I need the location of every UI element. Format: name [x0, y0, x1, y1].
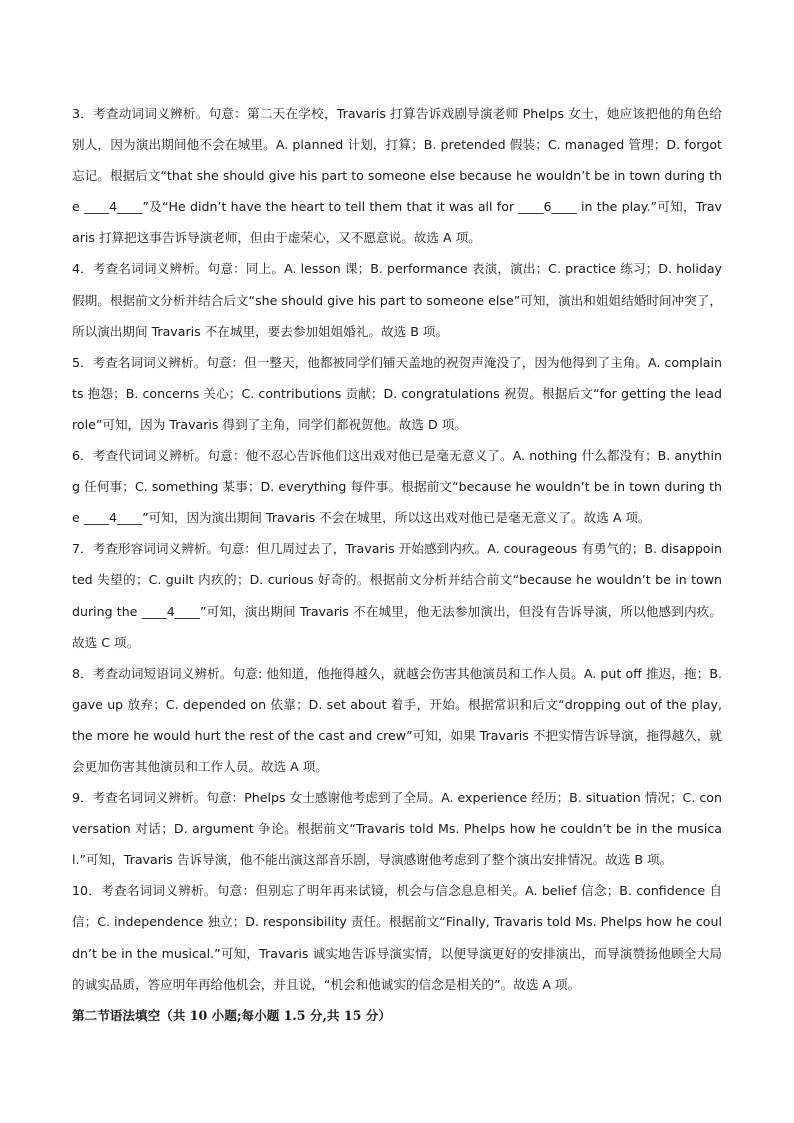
document-page: [72, 98, 722, 1030]
explanation-paragraph-8: 8．考查动词短语词义辨析。句意: 他知道，他拖得越久，就越会伤害其他演员和工作人员。A. put off 推迟，拖；B. gave up 放弃；C. depended on 依靠；D. set about 着手，开始。根据常识和后文“dropping out of the play, the more he would hurt the rest of the cast and crew”可知，如果 Travaris 不把实情告诉导演，拖得越久，就会更加伤害其他演员和工作人员。故选 A 项。: [72, 665, 722, 774]
explanation-paragraph-5: 5．考查名词词义辨析。句意：但一整天，他都被同学们铺天盖地的祝贺声淹没了，因为他得到了主角。A. complaints 抱怨；B. concerns 关心；C. contributions 贡献；D. congratulations 祝贺。根据后文“for getting the lead role”可知，因为 Travaris 得到了主角，同学们都祝贺他。故选 D 项。: [72, 354, 722, 432]
explanation-paragraph-4: 4．考查名词词义辨析。句意：同上。A. lesson 课；B. performance 表演，演出；C. practice 练习；D. holiday 假期。根据前文分析并结合后文“she should give his part to someone else”可知，演出和姐姐结婚时间冲突了，所以演出期间 Travaris 不在城里，要去参加姐姐婚礼。故选 B 项。: [72, 261, 722, 339]
explanation-paragraph-9: 9．考查名词词义辨析。句意：Phelps 女士感谢他考虑到了全局。A. experience 经历；B. situation 情况；C. conversation 对话；D. argument 争论。根据前文“Travaris told Ms. Phelps how he couldn’t be in the musical.”可知，Travaris 告诉导演，他不能出演这部音乐剧，导演感谢他考虑到了整个演出安排情况。故选 B 项。: [72, 790, 722, 868]
explanation-paragraph-10: 10．考查名词词义辨析。句意：但别忘了明年再来试镜，机会与信念息息相关。A. belief 信念；B. confidence 自信；C. independence 独立；D. responsibility 责任。根据前文“Finally, Travaris told Ms. Phelps how he couldn’t be in the musical.”可知，Travaris 诚实地告诉导演实情，以便导演更好的安排演出，而导演赞扬他顾全大局的诚实品质，答应明年再给他机会，并且说，“机会和他诚实的信念是相关的”。故选 A 项。: [72, 883, 722, 992]
explanation-paragraph-6: 6．考查代词词义辨析。句意：他不忍心告诉他们这出戏对他已是毫无意义了。A. nothing 什么都没有；B. anything 任何事；C. something 某事；D. everything 每件事。根据前文“because he wouldn’t be in town during the ____4____”可知，因为演出期间 Travaris 不会在城里，所以这出戏对他已是毫无意义了。故选 A 项。: [72, 448, 722, 526]
section-heading: 第二节语法填空（共 10 小题;每小题 1.5 分,共 15 分）: [72, 1007, 391, 1023]
explanation-paragraph-7: 7．考查形容词词义辨析。句意：但几周过去了，Travaris 开始感到内疚。A. courageous 有勇气的；B. disappointed 失望的；C. guilt 内疚的；D. curious 好奇的。根据前文分析并结合前文“because he wouldn’t be in town during the ____4____”可知，演出期间 Travaris 不在城里，他无法参加演出，但没有告诉导演，所以他感到内疚。故选 C 项。: [72, 541, 722, 650]
explanation-paragraph-3: 3．考查动词词义辨析。句意：第二天在学校，Travaris 打算告诉戏剧导演老师 Phelps 女士，她应该把他的角色给别人，因为演出期间他不会在城里。A. planned 计划，打算；B. pretended 假装；C. managed 管理；D. forgot 忘记。根据后文“that she should give his part to someone else because he wouldn’t be in town during the ____4____”及“He didn’t have the heart to tell them that it was all for ____6____ in the play.”可知，Travaris 打算把这事告诉导演老师，但由于虚荣心，又不愿意说。故选 A 项。: [72, 106, 722, 246]
